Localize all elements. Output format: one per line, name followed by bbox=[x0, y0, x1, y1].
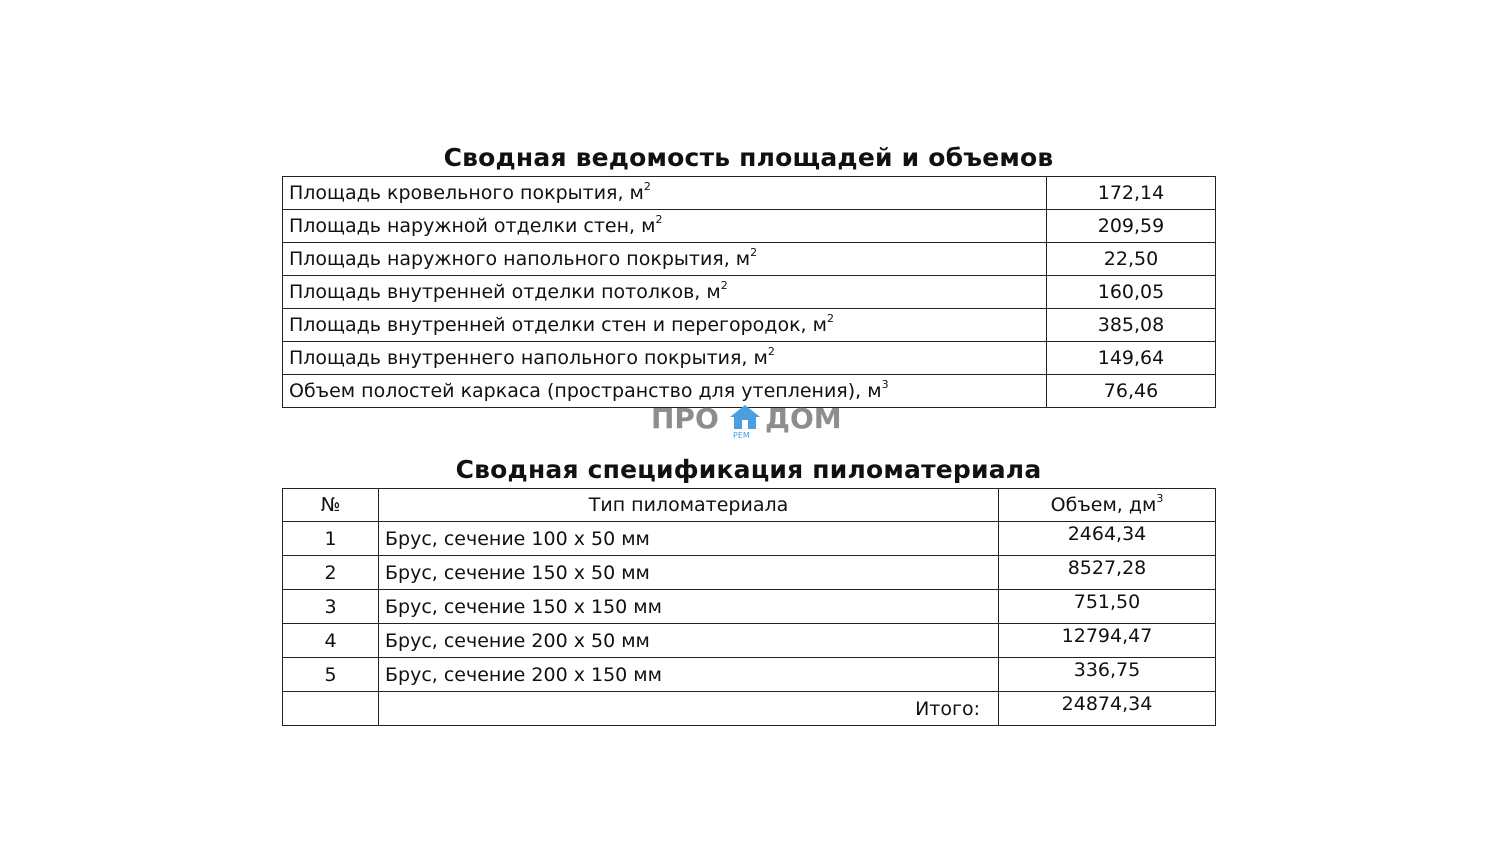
lumber-volume: 336,75 bbox=[999, 658, 1216, 692]
lumber-type: Брус, сечение 100 х 50 мм bbox=[379, 522, 999, 556]
area-label: Площадь наружной отделки стен, $м^2$ bbox=[283, 210, 1047, 243]
row-number: 1 bbox=[283, 522, 379, 556]
area-label: Площадь внутренней отделки стен и перегородок, $м^2$ bbox=[283, 309, 1047, 342]
house-icon bbox=[729, 404, 761, 430]
lumber-volume: 8527,28 bbox=[999, 556, 1216, 590]
header-num: № bbox=[283, 489, 379, 522]
total-empty-cell bbox=[283, 692, 379, 726]
lumber-type: Брус, сечение 200 х 50 мм bbox=[379, 624, 999, 658]
row-number: 3 bbox=[283, 590, 379, 624]
total-row bbox=[283, 692, 1216, 726]
table-row bbox=[283, 522, 1216, 556]
lumber-type: Брус, сечение 200 х 150 мм bbox=[379, 658, 999, 692]
table-row bbox=[283, 658, 1216, 692]
header-volume: Объем, $дм^3$ bbox=[999, 489, 1216, 522]
row-number: 4 bbox=[283, 624, 379, 658]
table-row bbox=[283, 210, 1216, 243]
watermark-small-text: РЕМ bbox=[733, 431, 750, 440]
area-label: Площадь внутреннего напольного покрытия, $м^2$ bbox=[283, 342, 1047, 375]
lumber-volume: 2464,34 bbox=[999, 522, 1216, 556]
area-label: Площадь кровельного покрытия, $м^2$ bbox=[283, 177, 1047, 210]
table-row bbox=[283, 243, 1216, 276]
row-number: 2 bbox=[283, 556, 379, 590]
table-row bbox=[283, 624, 1216, 658]
area-value: 209,59 bbox=[1047, 210, 1216, 243]
total-value: 24874,34 bbox=[999, 692, 1216, 726]
area-value: 76,46 bbox=[1047, 375, 1216, 408]
areas-table-title: Сводная ведомость площадей и объемов bbox=[443, 143, 1054, 172]
lumber-table-title: Сводная спецификация пиломатериала bbox=[455, 455, 1042, 484]
lumber-volume: 12794,47 bbox=[999, 624, 1216, 658]
total-label: Итого: bbox=[379, 692, 999, 726]
table-row bbox=[283, 309, 1216, 342]
area-value: 172,14 bbox=[1047, 177, 1216, 210]
area-label: Площадь наружного напольного покрытия, $м^2$ bbox=[283, 243, 1047, 276]
table-row bbox=[283, 177, 1216, 210]
watermark-text-right: ДОМ bbox=[765, 402, 842, 435]
table-row bbox=[283, 556, 1216, 590]
table-row bbox=[283, 276, 1216, 309]
watermark-text-left: ПРО bbox=[651, 402, 719, 435]
area-value: 385,08 bbox=[1047, 309, 1216, 342]
table-row bbox=[283, 342, 1216, 375]
area-label: Объем полостей каркаса (пространство для утепления), $м^3$ bbox=[283, 375, 1047, 408]
lumber-table bbox=[282, 488, 1216, 726]
area-value: 22,50 bbox=[1047, 243, 1216, 276]
lumber-volume: 751,50 bbox=[999, 590, 1216, 624]
areas-table bbox=[282, 176, 1216, 408]
watermark-logo bbox=[651, 402, 851, 446]
row-number: 5 bbox=[283, 658, 379, 692]
area-value: 149,64 bbox=[1047, 342, 1216, 375]
lumber-type: Брус, сечение 150 х 50 мм bbox=[379, 556, 999, 590]
header-type: Тип пиломатериала bbox=[379, 489, 999, 522]
area-label: Площадь внутренней отделки потолков, $м^2$ bbox=[283, 276, 1047, 309]
table-header-row bbox=[283, 489, 1216, 522]
area-value: 160,05 bbox=[1047, 276, 1216, 309]
lumber-type: Брус, сечение 150 х 150 мм bbox=[379, 590, 999, 624]
table-row bbox=[283, 590, 1216, 624]
